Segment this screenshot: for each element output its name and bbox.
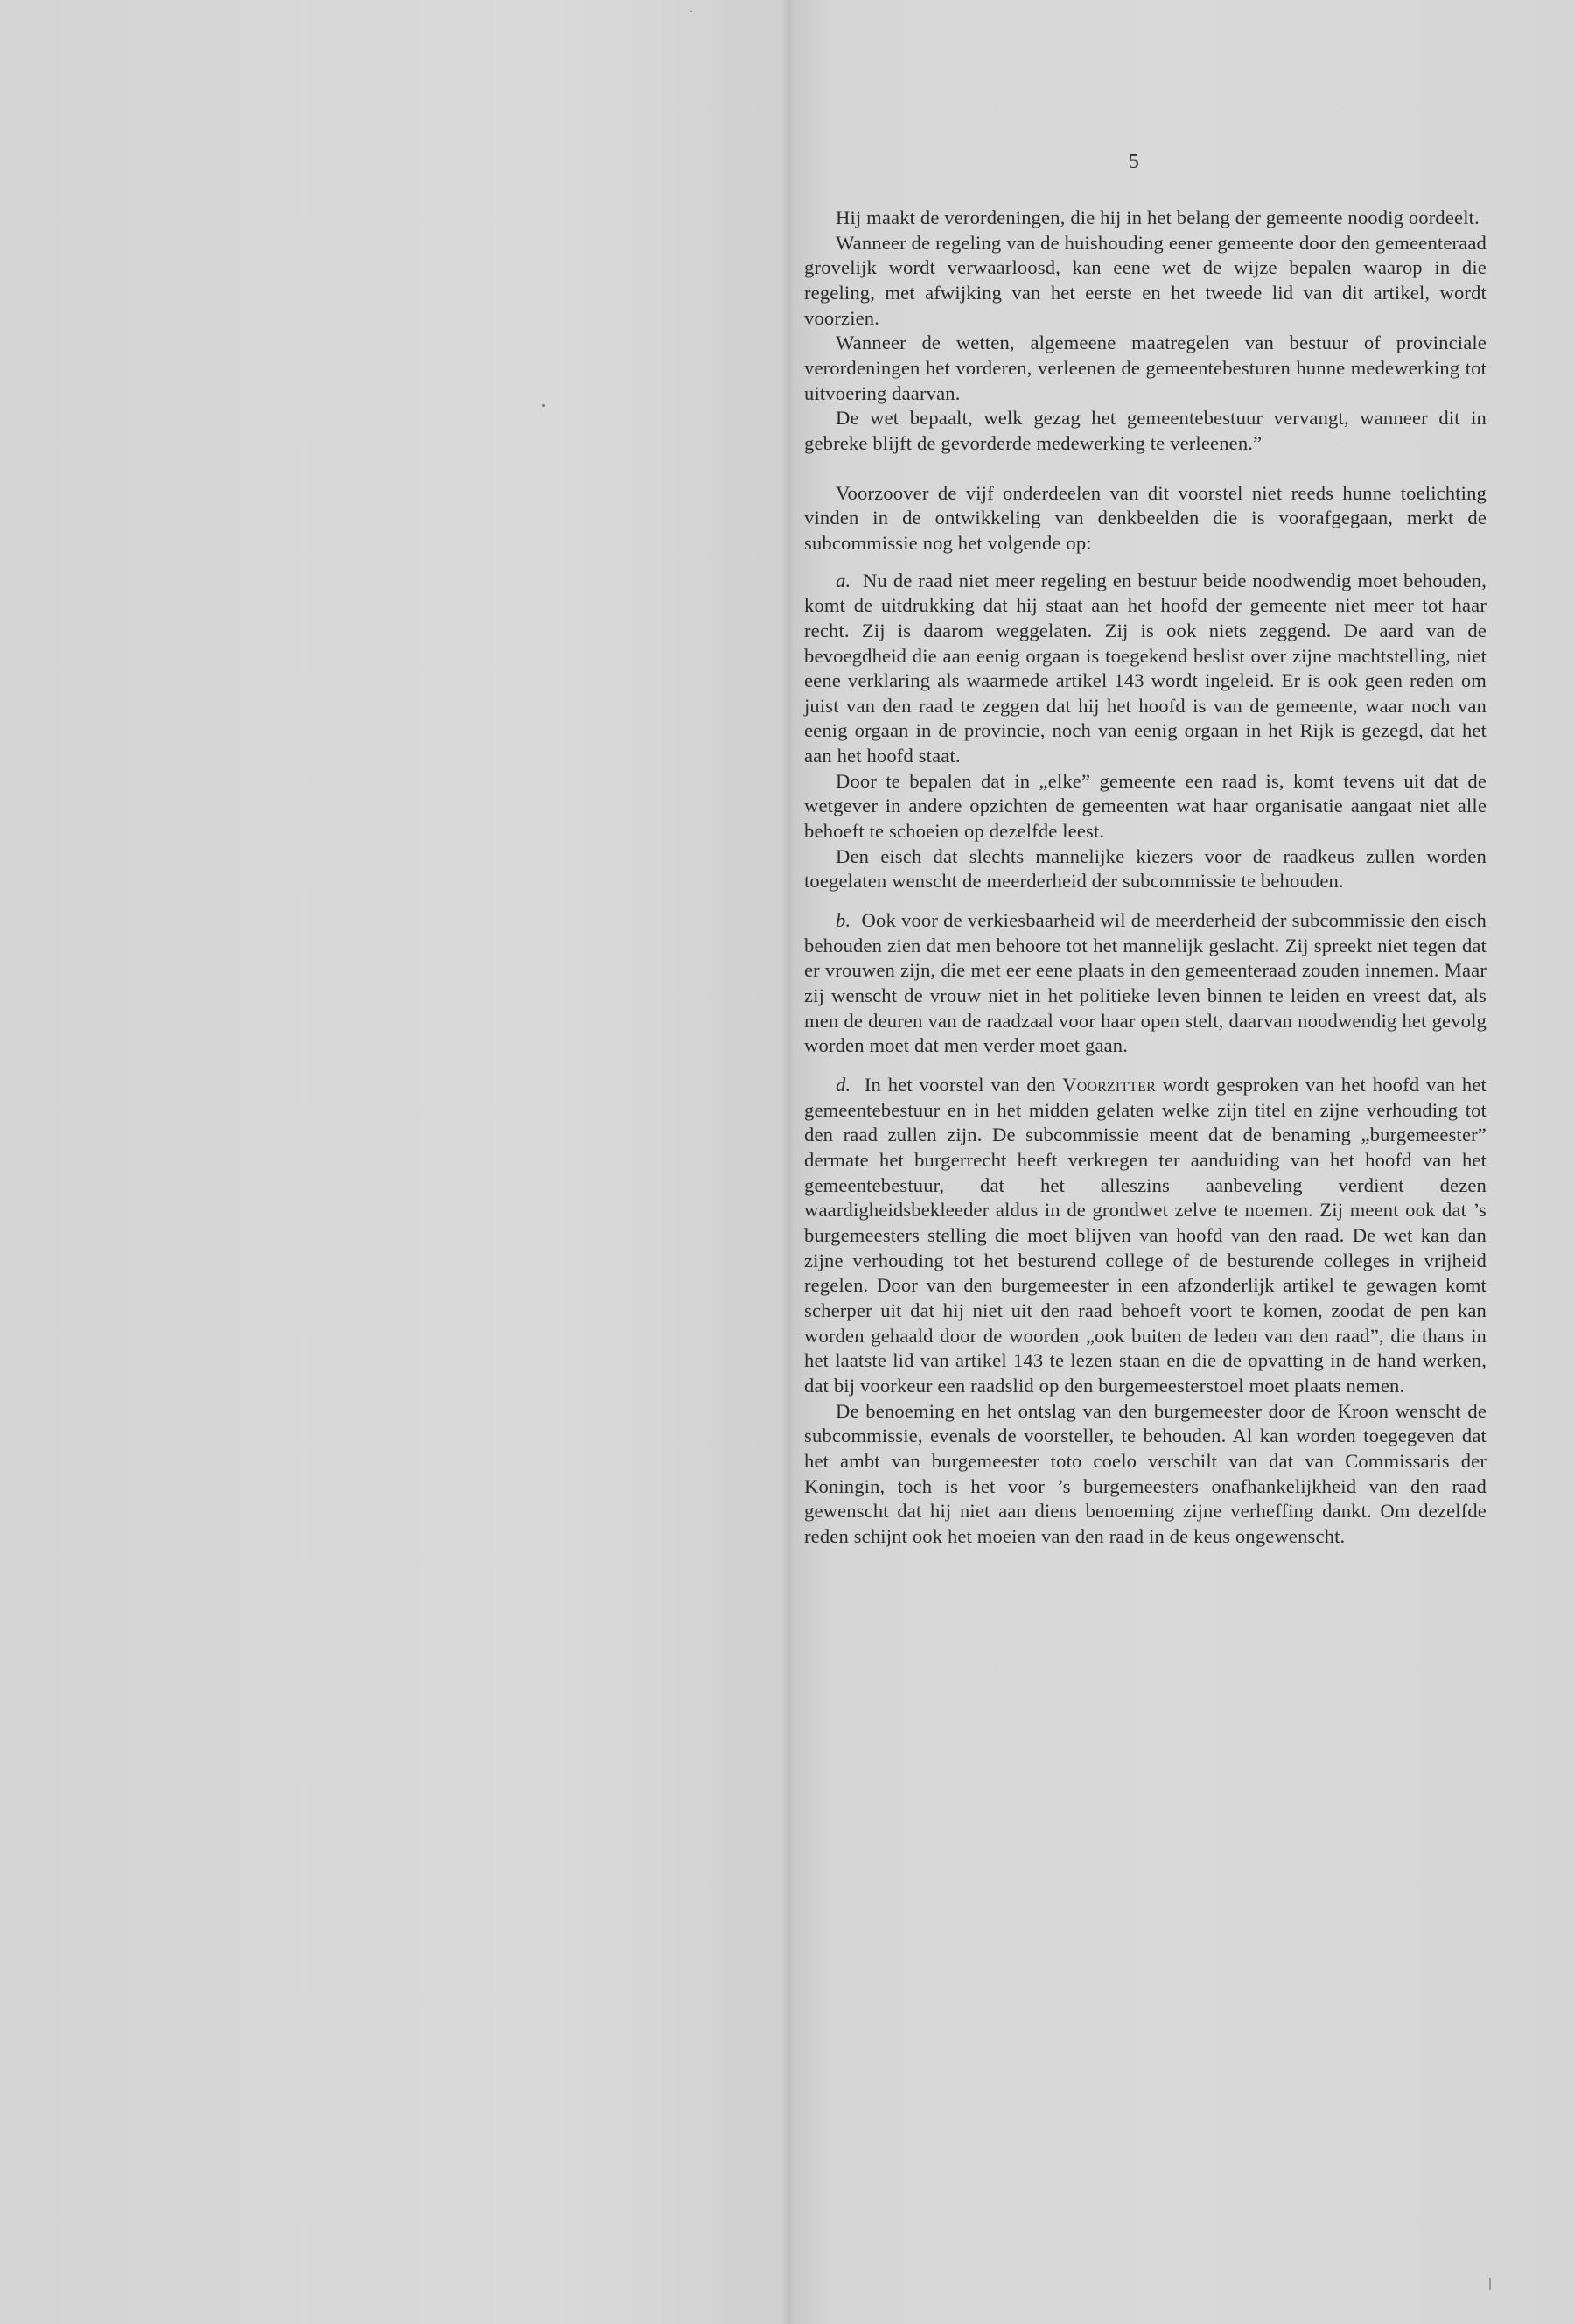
text-column bbox=[804, 206, 1487, 1549]
paper-speck bbox=[1489, 2278, 1491, 2290]
intro-paragraph: Voorzoover de vijf onderdeelen van dit voorstel niet reeds hunne toelichting vinden in de ontwikkeling van denkbeelden die is voorafgegaan, merkt de subcommissie nog het volgende op: bbox=[804, 481, 1487, 554]
paragraph: Hij maakt de verordeningen, die hij in het belang der gemeente noodig oordeelt. bbox=[836, 206, 1480, 228]
paragraph: Wanneer de regeling van de huishouding eener gemeente door den gemeenteraad grovelijk wordt verwaarloosd, kan eene wet de wijze bepalen waarop in die regeling, met afwijking van het eerste en het tweede lid van dit artikel, wordt voorzien. bbox=[804, 231, 1487, 329]
spacer bbox=[804, 1059, 1487, 1073]
section-d-text: wordt gesproken van het hoofd van het gemeentebestuur en in het midden gelaten welke zijn titel en zijne verhouding tot den raad zullen zijn. De subcommissie meent dat de benaming „burgemeester” dermate het burgerrecht heeft verkregen ter aanduiding van het hoofd van het gemeentebestuur, dat het alleszins aanbeveling verdient dezen waardigheidsbekleeder aldus in de grondwet zelve te noemen. Zij meent ook dat ’s burgemeesters stelling die moet blijven van hoofd van den raad. De wet kan dan zijne verhouding tot het besturend college of de besturende colleges in vrijheid regelen. Door van den burgemeester in een afzonderlijk artikel te gewagen komt scherper uit dat hij niet uit den raad behoeft voort te komen, zoodat de pen kan worden gehaald door de woorden „ook buiten de leden van den raad”, die thans in het laatste lid van artikel 143 te lezen staan en die de opvatting in de hand werken, dat bij voorkeur een raadslid op den burgemeesterstoel moet plaats nemen. bbox=[804, 1074, 1487, 1396]
paragraph: De benoeming en het ontslag van den burgemeester door de Kroon wenscht de subcommissie, evenals de voorsteller, te behouden. Al kan worden toegegeven dat het ambt van burgemeester toto coelo verschilt van dat van Commissaris der Koningin, toch is het voor ’s burgemeesters onafhankelijkheid van den raad gewenscht dat hij niet aan diens benoeming zijne verheffing dankt. Om dezelfde reden schijnt ook het moeien van den raad in de keus ongewenscht. bbox=[804, 1399, 1487, 1547]
paper-speck bbox=[542, 404, 545, 407]
spacer bbox=[804, 556, 1487, 569]
section-d-voorzitter: Voorzitter bbox=[1062, 1074, 1156, 1096]
paragraph: Wanneer de wetten, algemeene maatregelen van bestuur of provinciale verordeningen het vorderen, verleenen de gemeentebesturen hunne medewerking tot uitvoering daarvan. bbox=[804, 332, 1487, 404]
page-number: 5 bbox=[1129, 150, 1139, 173]
section-d-paragraph bbox=[804, 1073, 1487, 1399]
paper-speck bbox=[690, 10, 692, 12]
section-b-label: b. bbox=[836, 909, 851, 932]
paragraph: Den eisch dat slechts mannelijke kiezers voor de raadkeus zullen worden toegelaten wenscht de meerderheid der subcommissie te behouden. bbox=[804, 844, 1487, 892]
spacer bbox=[804, 457, 1487, 481]
paragraph: De wet bepaalt, welk gezag het gemeentebestuur vervangt, wanneer dit in gebreke blijft de gevorderde medewerking te verleenen.” bbox=[804, 407, 1487, 454]
section-a-text: Nu de raad niet meer regeling en bestuur beide noodwendig moet behouden, komt de uitdrukking dat hij staat aan het hoofd der gemeente niet meer tot haar recht. Zij is daarom weggelaten. Zij is ook niets zeggend. De aard van de bevoegdheid die aan eenig orgaan is toegekend beslist over zijne machtstelling, niet eene verklaring als waarmede artikel 143 wordt ingeleid. Er is ook geen reden om juist van den raad te zeggen dat hij het hoofd is van de gemeente, waar noch van eenig orgaan in de provincie, noch van eenig orgaan in het Rijk is gezegd, dat het aan het hoofd staat. bbox=[804, 569, 1487, 767]
section-d-lead: In het voorstel van den bbox=[864, 1074, 1063, 1096]
section-d-label: d. bbox=[836, 1074, 851, 1096]
spacer bbox=[804, 894, 1487, 908]
section-b-text: Ook voor de verkiesbaarheid wil de meerderheid der subcommissie den eisch behouden zien dat men behoore tot het mannelijk geslacht. Zij spreekt niet tegen dat er vrouwen zijn, die met eer eene plaats in den gemeenteraad zouden innemen. Maar zij wenscht de vrouw niet in het politieke leven binnen te leiden en vreest dat, als men de deuren van de raadzaal voor haar open stelt, daarvan noodwendig het gevolg worden moet dat men verder moet gaan. bbox=[804, 909, 1488, 1057]
section-a-paragraph bbox=[804, 569, 1487, 769]
book-gutter bbox=[780, 0, 794, 2324]
section-b-paragraph bbox=[804, 908, 1487, 1059]
paragraph: Door te bepalen dat in „elke” gemeente een raad is, komt tevens uit dat de wetgever in andere opzichten de gemeenten wat haar organisatie aangaat niet alle behoeft te schoeien op dezelfde leest. bbox=[804, 769, 1487, 843]
section-a-label: a. bbox=[836, 569, 851, 592]
